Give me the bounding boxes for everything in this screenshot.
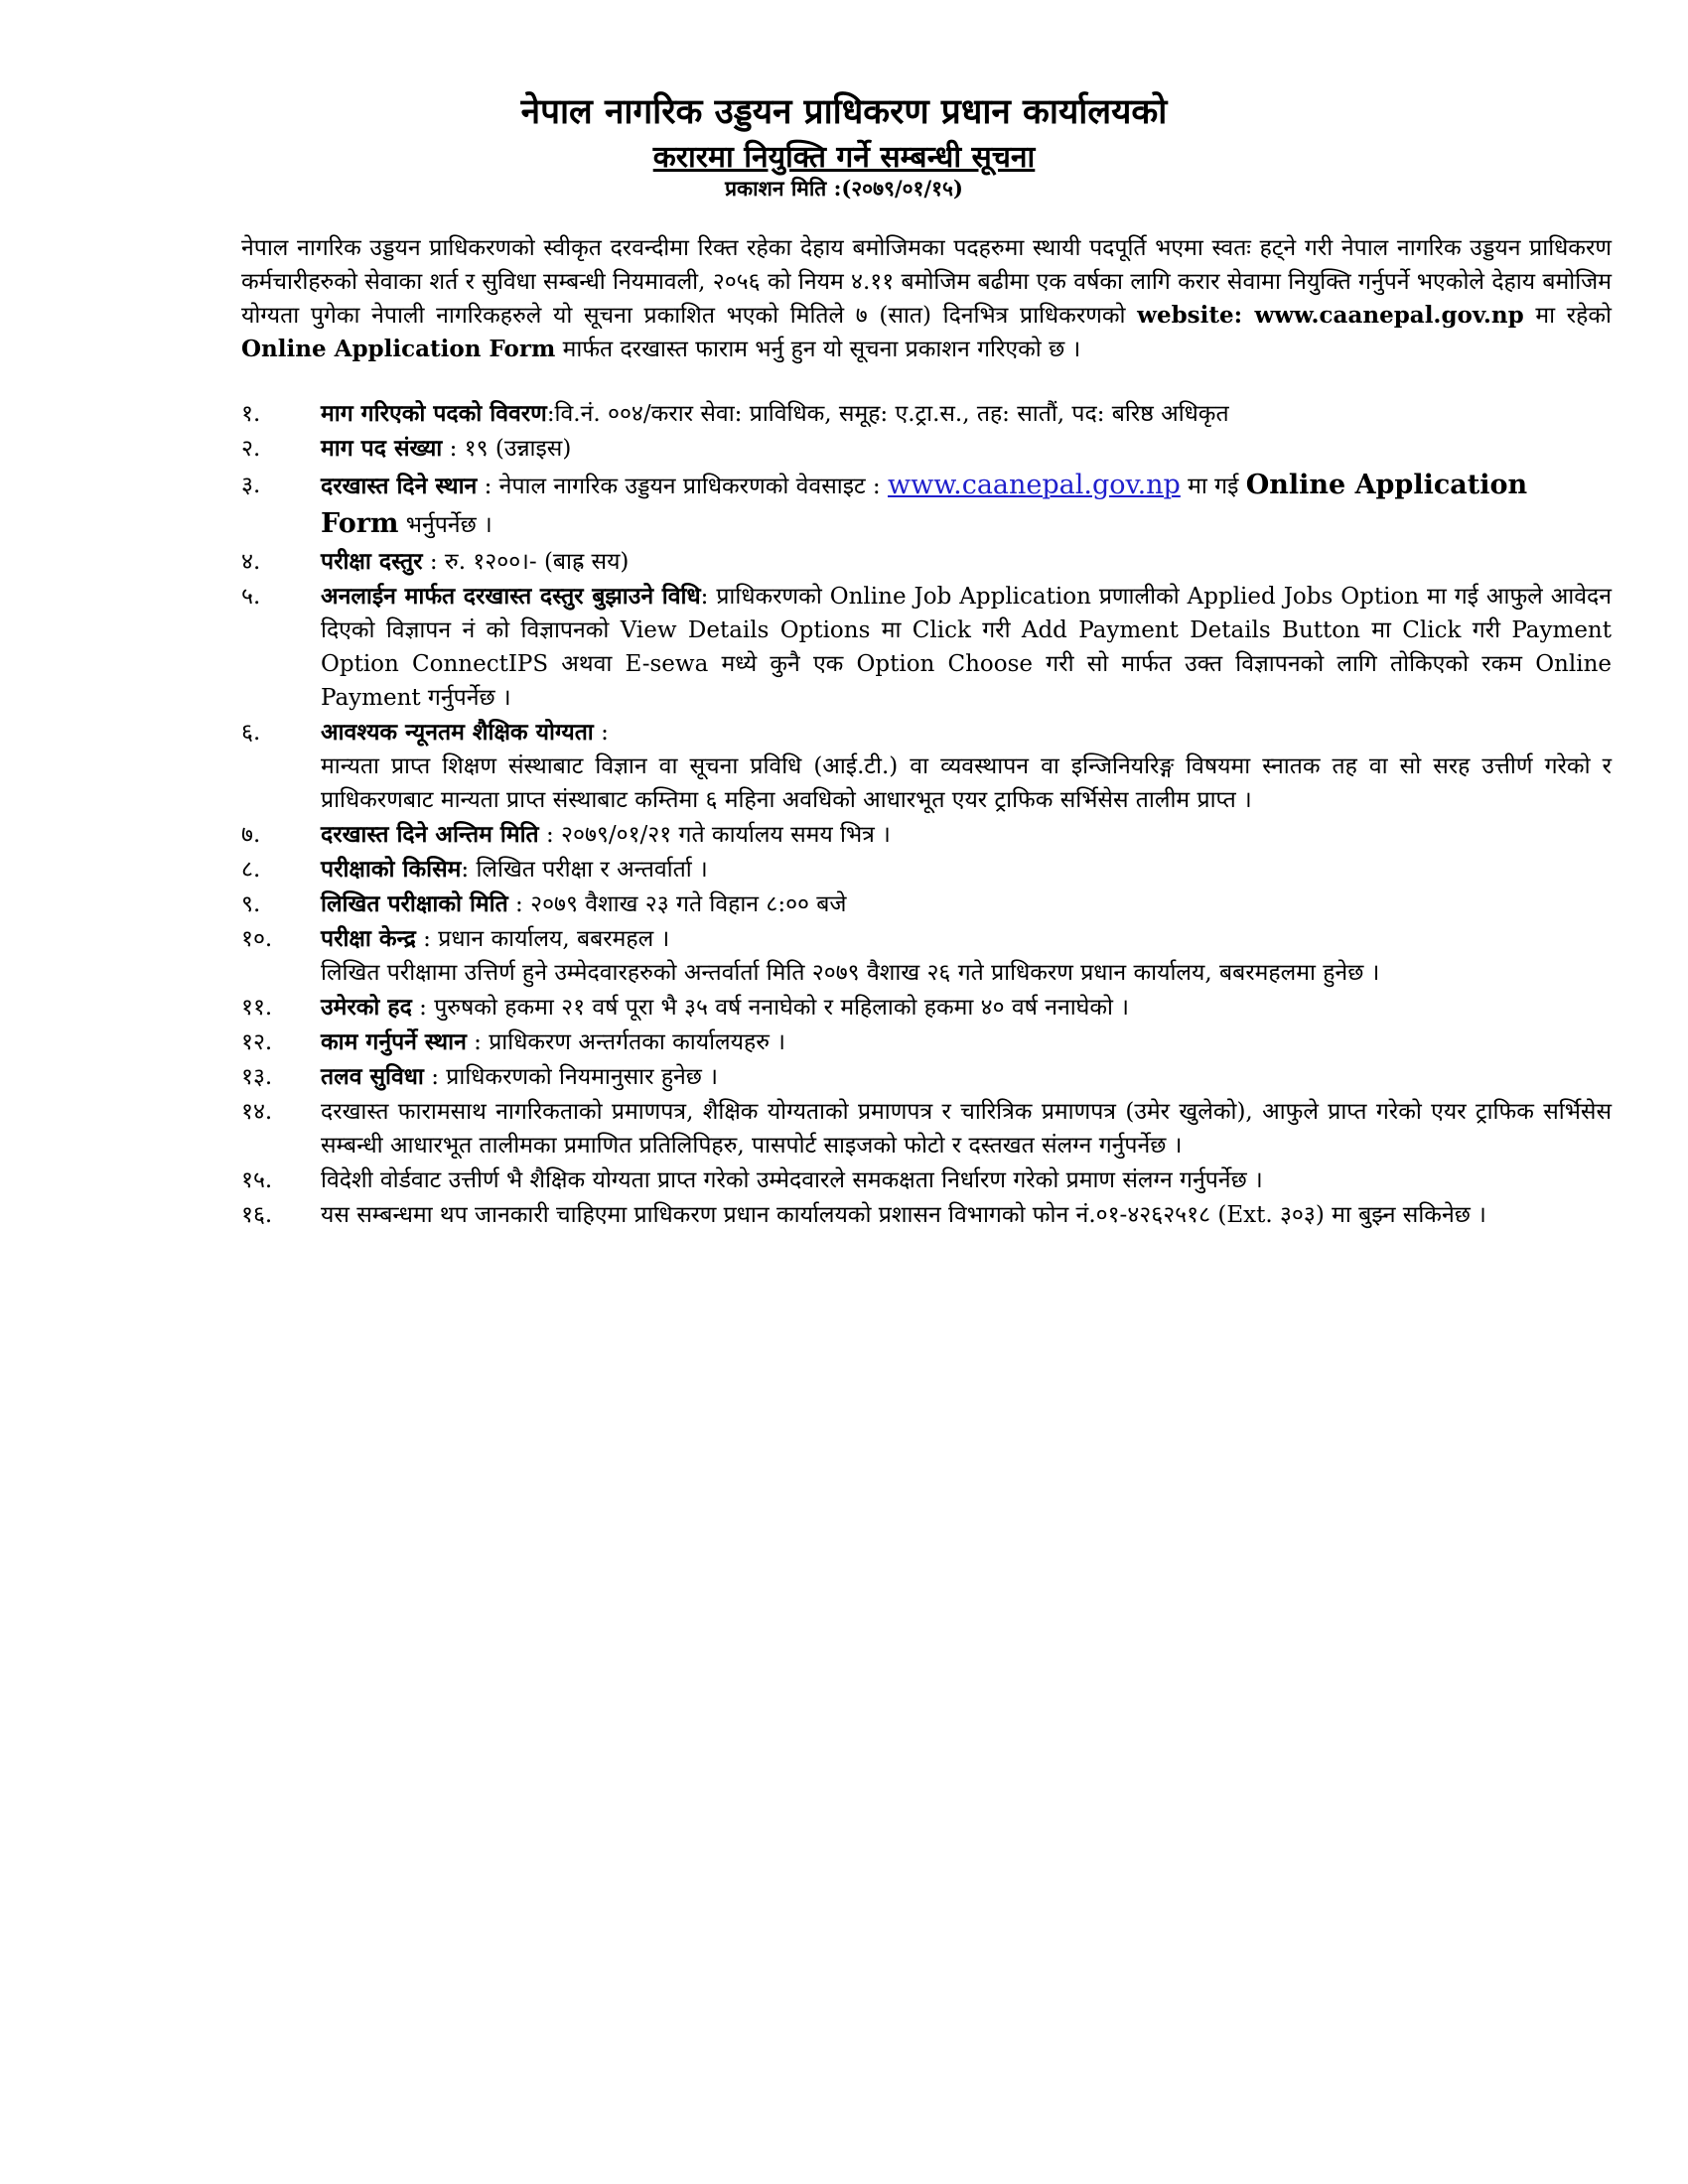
item-label: काम गर्नुपर्ने स्थान	[321, 1028, 467, 1055]
item-text: : प्राधिकरणको Online Job Application प्रणालीको Applied Jobs Option मा गई आफुले आवेदन दिएको विज्ञापन नं को विज्ञापनको View Details Options मा Click गरी Add Payment Details Button मा Click गरी Payment Option ConnectIPS अथवा E-sewa मध्ये कुनै एक Option Choose गरी सो मार्फत उक्त विज्ञापनको लागि तोकिएको रकम Online Payment गर्नुपर्नेछ ।	[321, 584, 1612, 711]
item-text: : लिखित परीक्षा र अन्तर्वार्ता ।	[461, 857, 708, 883]
list-item	[241, 887, 1612, 921]
publish-date: प्रकाशन मिति :(२०७९/०१/१५)	[725, 176, 963, 201]
item-label: परीक्षा केन्द्र	[321, 925, 416, 952]
intro-website[interactable]: website: www.caanepal.gov.np	[1137, 302, 1524, 329]
item-text: : प्राधिकरणको नियमानुसार हुनेछ ।	[423, 1064, 718, 1090]
item-number: १५.	[241, 1167, 273, 1193]
list-item	[241, 818, 1612, 852]
intro-form-label: Online Application Form	[241, 336, 556, 362]
item-number: ९.	[241, 891, 261, 917]
item-number: ११.	[241, 995, 273, 1021]
list-item	[241, 432, 1612, 466]
list-item	[241, 1163, 1612, 1197]
item-label: दरखास्त दिने स्थान	[321, 473, 478, 499]
item-text: : प्रधान कार्यालय, बबरमहल ।	[415, 926, 670, 952]
item-label: लिखित परीक्षाको मिति	[321, 890, 508, 917]
item-number: ८.	[241, 857, 261, 883]
item-number: ५.	[241, 584, 261, 610]
page-title: नेपाल नागरिक उड्डयन प्राधिकरण प्रधान कार्यालयको	[520, 91, 1168, 132]
item-number: ३.	[241, 473, 261, 498]
item-text: : १९ (उन्नाइस)	[442, 436, 572, 462]
item-number: १२.	[241, 1029, 273, 1055]
list-item	[241, 467, 1612, 544]
item-label: माग गरिएको पदको विवरण	[321, 400, 547, 427]
item-text: : प्राधिकरण अन्तर्गतका कार्यालयहरु ।	[466, 1029, 785, 1055]
item-number: ७.	[241, 822, 261, 848]
list-item	[241, 853, 1612, 887]
item-number: १०.	[241, 926, 273, 952]
item-number: १३.	[241, 1064, 273, 1090]
list-item	[241, 1198, 1612, 1232]
item-text-2: मा गई	[1180, 474, 1246, 499]
intro-paragraph	[241, 231, 1612, 366]
item-number: १६.	[241, 1202, 273, 1228]
item-label: तलव सुविधा	[321, 1063, 424, 1090]
intro-text-2: मा रहेको	[1523, 303, 1612, 329]
item-number: ६.	[241, 720, 261, 746]
item-label: माग पद संख्या	[321, 435, 443, 462]
item-text: : रु. १२००।- (बाह्र सय)	[422, 549, 630, 575]
list-item	[241, 580, 1612, 715]
item-text: विदेशी वोर्डवाट उत्तीर्ण भै शैक्षिक योग्यता प्राप्त गरेको उम्मेदवारले समकक्षता निर्धारण गरेको प्रमाण संलग्न गर्नुपर्नेछ ।	[321, 1167, 1263, 1193]
item-number: ४.	[241, 549, 261, 575]
item-label: आवश्यक न्यूनतम शैक्षिक योग्यता	[321, 719, 594, 746]
notice-items	[241, 397, 1612, 1233]
item-text: :	[593, 720, 609, 746]
online-form-label: Online Application Form	[321, 470, 1528, 539]
item-label: उमेरको हद	[321, 994, 412, 1021]
intro-text-1: नेपाल नागरिक उड्डयन प्राधिकरणको स्वीकृत दरवन्दीमा रिक्त रहेका देहाय बमोजिमका पदहरुमा स्थायी पदपूर्ति भएमा स्वतः हट्ने गरी नेपाल नागरिक उड्डयन प्राधिकरण कर्मचारीहरुको सेवाका शर्त र सुविधा सम्बन्धी नियमावली, २०५६ को नियम ४.११ बमोजिम बढीमा एक वर्षका लागि करार सेवामा नियुक्ति गर्नुपर्ने भएकोले देहाय बमोजिम योग्यता पुगेका नेपाली नागरिकहरुले यो सूचना प्रकाशित भएको मितिले ७ (सात) दिनभित्र प्राधिकरणको	[241, 235, 1612, 329]
item-text: : पुरुषको हकमा २१ वर्ष पूरा भै ३५ वर्ष ननाघेको र महिलाको हकमा ४० वर्ष ननाघेको ।	[411, 995, 1129, 1021]
list-item	[241, 545, 1612, 579]
list-item	[241, 922, 1612, 990]
item-number: १४.	[241, 1099, 273, 1125]
list-item	[241, 397, 1612, 431]
item-label: परीक्षाको किसिम	[321, 856, 462, 883]
website-link[interactable]: www.caanepal.gov.np	[888, 470, 1181, 500]
item-text: : नेपाल नागरिक उड्डयन प्राधिकरणको वेवसाइट :	[477, 474, 888, 499]
item-text: दरखास्त फारामसाथ नागरिकताको प्रमाणपत्र, शैक्षिक योग्यताको प्रमाणपत्र र चारित्रिक प्रमाणपत्र (उमेर खुलेको), आफुले प्राप्त गरेको एयर ट्राफिक सर्भिसेस सम्बन्धी आधारभूत तालीमका प्रमाणित प्रतिलिपिहरु, पासपोर्ट साइजको फोटो र दस्तखत संलग्न गर्नुपर्नेछ ।	[321, 1099, 1612, 1159]
item-number: २.	[241, 436, 261, 462]
list-item	[241, 1095, 1612, 1162]
item-text: :वि.नं. ००४/करार सेवा: प्राविधिक, समूह: ए.ट्रा.स., तह: सातौं, पद: बरिष्ठ अधिकृत	[546, 401, 1229, 427]
list-item	[241, 1060, 1612, 1094]
item-number: १.	[241, 401, 261, 427]
item-label: दरखास्त दिने अन्तिम मिति	[321, 821, 539, 848]
item-text: : २०७९/०१/२१ गते कार्यालय समय भित्र ।	[538, 822, 891, 848]
notice-subtitle: करारमा नियुक्ति गर्ने सम्बन्धी सूचना	[652, 140, 1036, 175]
item-label: अनलाईन मार्फत दरखास्त दस्तुर बुझाउने विधि	[321, 583, 701, 610]
intro-text-3: मार्फत दरखास्त फाराम भर्नु हुन यो सूचना प्रकाशन गरिएको छ ।	[555, 337, 1081, 362]
item-continuation: लिखित परीक्षामा उत्तिर्ण हुने उम्मेदवारहरुको अन्तर्वार्ता मिति २०७९ वैशाख २६ गते प्राधिकरण प्रधान कार्यालय, बबरमहलमा हुनेछ ।	[321, 960, 1380, 986]
item-continuation: मान्यता प्राप्त शिक्षण संस्थाबाट विज्ञान वा सूचना प्रविधि (आई.टी.) वा व्यवस्थापन वा इन्जिनियरिङ्ग विषयमा स्नातक तह वा सो सरह उत्तीर्ण गरेको र प्राधिकरणबाट मान्यता प्राप्त संस्थाबाट कम्तिमा ६ महिना अवधिको आधारभूत एयर ट्राफिक सर्भिसेस तालीम प्राप्त ।	[321, 753, 1612, 813]
list-item	[241, 716, 1612, 817]
item-text-3: भर्नुपर्नेछ ।	[398, 512, 492, 538]
item-text: : २०७९ वैशाख २३ गते विहान ८:०० बजे	[507, 891, 847, 917]
list-item	[241, 991, 1612, 1024]
item-label: परीक्षा दस्तुर	[321, 548, 423, 575]
item-text: यस सम्बन्धमा थप जानकारी चाहिएमा प्राधिकरण प्रधान कार्यालयको प्रशासन विभागको फोन नं.०१-४२६२५१८ (Ext. ३०३) मा बुझ्न सकिनेछ ।	[321, 1202, 1486, 1228]
list-item	[241, 1025, 1612, 1059]
